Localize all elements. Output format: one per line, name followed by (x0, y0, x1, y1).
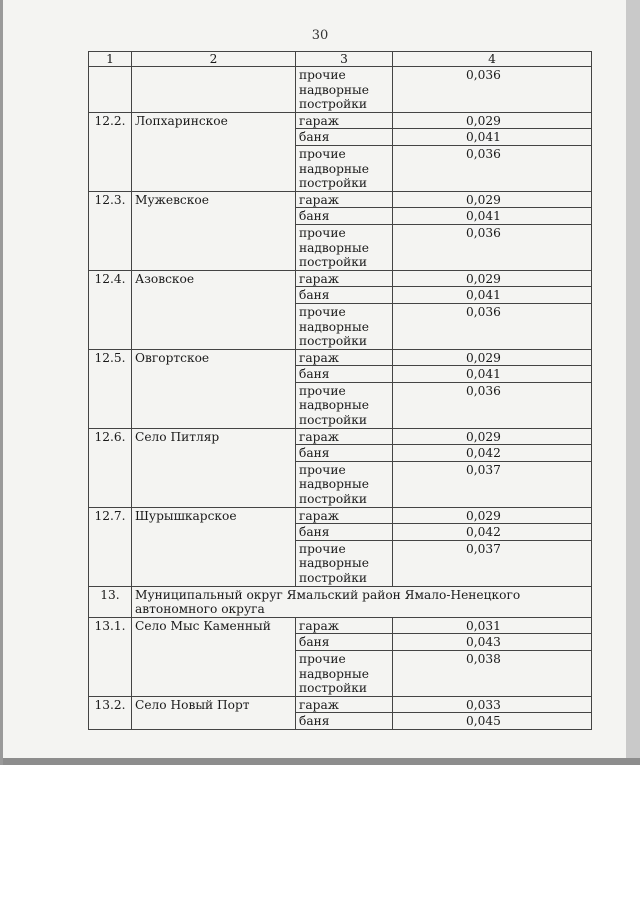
scan-edge-right (626, 0, 640, 758)
name-cell (132, 67, 296, 113)
header-col-2: 2 (132, 52, 296, 67)
building-type-cell: баня (296, 366, 393, 383)
value-cell: 0,037 (393, 461, 592, 507)
table-row (89, 191, 592, 208)
settlement-name: Мужевское (132, 191, 296, 270)
value-cell: 0,036 (393, 303, 592, 349)
header-col-4: 4 (393, 52, 592, 67)
value-cell: 0,045 (393, 713, 592, 730)
value-cell: 0,038 (393, 650, 592, 696)
settlement-name: Азовское (132, 270, 296, 349)
building-type-cell: прочие надворные постройки (296, 145, 393, 191)
table-row (89, 270, 592, 287)
building-type-cell: прочие надворные постройки (296, 67, 393, 113)
row-number: 12.5. (89, 349, 132, 428)
row-number: 12.3. (89, 191, 132, 270)
value-cell: 0,042 (393, 445, 592, 462)
value-cell: 0,029 (393, 270, 592, 287)
table-row (89, 617, 592, 634)
row-number: 12.2. (89, 112, 132, 191)
settlement-name: Лопхаринское (132, 112, 296, 191)
header-row (89, 52, 592, 67)
row-number: 12.7. (89, 507, 132, 586)
value-cell: 0,042 (393, 524, 592, 541)
building-type-cell: гараж (296, 112, 393, 129)
table-row (89, 67, 592, 113)
value-cell: 0,036 (393, 224, 592, 270)
value-cell: 0,029 (393, 191, 592, 208)
table-row (89, 428, 592, 445)
building-type-cell: гараж (296, 428, 393, 445)
page-number: 30 (311, 28, 329, 43)
table-row (89, 696, 592, 713)
building-type-cell: баня (296, 208, 393, 225)
num-cell (89, 67, 132, 113)
rates-table (88, 51, 592, 730)
settlement-name: Село Питляр (132, 428, 296, 507)
settlement-name: Село Мыс Каменный (132, 617, 296, 696)
value-cell: 0,041 (393, 366, 592, 383)
value-cell: 0,036 (393, 382, 592, 428)
row-number: 12.6. (89, 428, 132, 507)
settlement-name: Шурышкарское (132, 507, 296, 586)
building-type-cell: баня (296, 524, 393, 541)
value-cell: 0,043 (393, 634, 592, 651)
value-cell: 0,041 (393, 287, 592, 304)
building-type-cell: баня (296, 287, 393, 304)
value-cell: 0,029 (393, 507, 592, 524)
header-col-3: 3 (296, 52, 393, 67)
building-type-cell: гараж (296, 617, 393, 634)
table-row (89, 112, 592, 129)
value-cell: 0,029 (393, 428, 592, 445)
row-number: 12.4. (89, 270, 132, 349)
section-row (89, 586, 592, 617)
value-cell: 0,036 (393, 67, 592, 113)
section-number: 13. (89, 586, 132, 617)
building-type-cell: прочие надворные постройки (296, 461, 393, 507)
value-cell: 0,029 (393, 112, 592, 129)
row-number: 13.1. (89, 617, 132, 696)
building-type-cell: прочие надворные постройки (296, 650, 393, 696)
building-type-cell: гараж (296, 270, 393, 287)
building-type-cell: баня (296, 634, 393, 651)
value-cell: 0,029 (393, 349, 592, 366)
rates-table-body (89, 52, 592, 730)
building-type-cell: баня (296, 713, 393, 730)
building-type-cell: прочие надворные постройки (296, 382, 393, 428)
building-type-cell: гараж (296, 507, 393, 524)
building-type-cell: прочие надворные постройки (296, 224, 393, 270)
building-type-cell: прочие надворные постройки (296, 540, 393, 586)
table-row (89, 349, 592, 366)
scan-edge-left (0, 0, 3, 765)
header-col-1: 1 (89, 52, 132, 67)
value-cell: 0,033 (393, 696, 592, 713)
building-type-cell: прочие надворные постройки (296, 303, 393, 349)
building-type-cell: баня (296, 129, 393, 146)
settlement-name: Овгортское (132, 349, 296, 428)
value-cell: 0,037 (393, 540, 592, 586)
building-type-cell: гараж (296, 191, 393, 208)
building-type-cell: баня (296, 445, 393, 462)
settlement-name: Село Новый Порт (132, 696, 296, 729)
building-type-cell: гараж (296, 349, 393, 366)
value-cell: 0,041 (393, 208, 592, 225)
building-type-cell: гараж (296, 696, 393, 713)
value-cell: 0,031 (393, 617, 592, 634)
value-cell: 0,036 (393, 145, 592, 191)
table-row (89, 507, 592, 524)
value-cell: 0,041 (393, 129, 592, 146)
section-title: Муниципальный округ Ямальский район Ямало-Ненецкого автономного округа (132, 586, 592, 617)
row-number: 13.2. (89, 696, 132, 729)
